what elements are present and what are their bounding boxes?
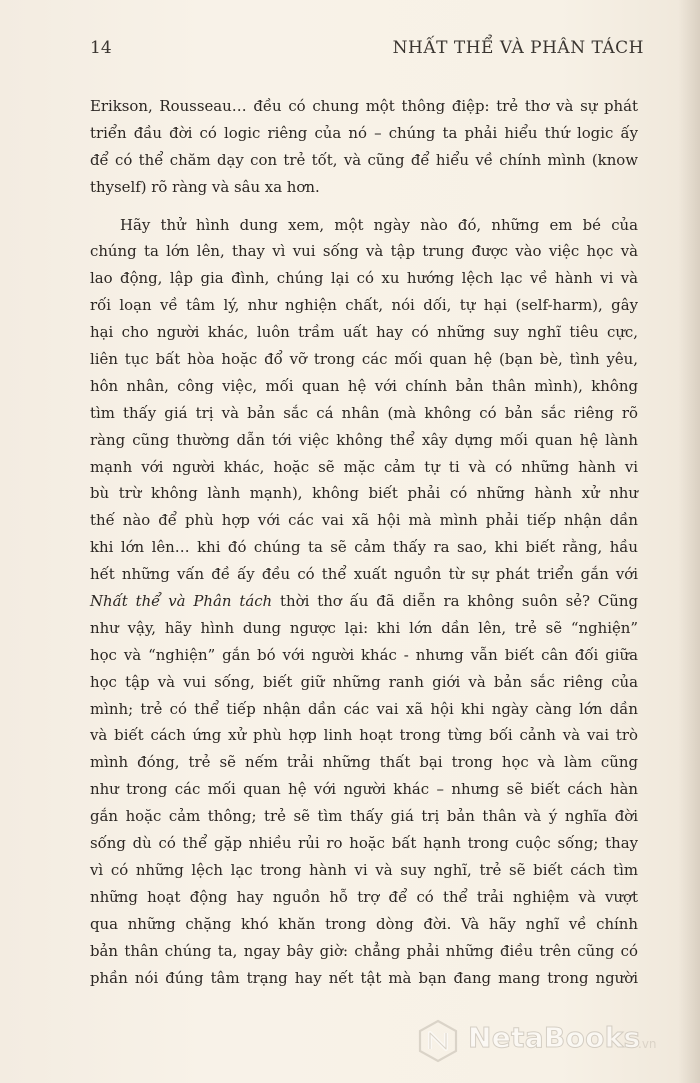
text-line-with-italic-title xyxy=(90,588,638,615)
page-edge-shadow xyxy=(678,0,700,1083)
text-line: liên tục bất hòa hoặc đổ vỡ trong các mối quan hệ (bạn bè, tình yêu, xyxy=(90,350,638,369)
text-line: để có thể chăm dạy con trẻ tốt, và cũng để hiểu về chính mình (know xyxy=(90,150,638,169)
text-line: như vậy, hãy hình dung ngược lại: khi lớn dần lên, trẻ sẽ “nghiện” xyxy=(90,618,638,637)
text-line: mạnh với người khác, hoặc sẽ mặc cảm tự ti và có những hành vi xyxy=(90,457,638,476)
text-line: những hoạt động hay nguồn hỗ trợ để có thể trải nghiệm và vượt xyxy=(90,887,638,906)
paragraph-1 xyxy=(90,93,638,201)
page-number: 14 xyxy=(90,38,112,58)
text-line: sống dù có thể gặp nhiều rủi ro hoặc bất hạnh trong cuộc sống; thay xyxy=(90,834,638,853)
watermark xyxy=(416,1013,686,1069)
text-line: hết những vấn đề ấy đều có thể xuất nguồn từ sự phát triển gắn với xyxy=(90,565,638,584)
netabooks-logo-icon xyxy=(416,1019,460,1063)
running-head: NHẤT THỂ VÀ PHÂN TÁCH xyxy=(392,38,644,58)
text-line: như trong các mối quan hệ với người khác – nhưng sẽ biết cách hàn xyxy=(90,780,638,799)
text-line: mình; trẻ có thể tiếp nhận dần các vai xã hội khi ngày càng lớn dần xyxy=(90,699,638,718)
paragraph-2 xyxy=(90,212,638,992)
text-line: gắn hoặc cảm thông; trẻ sẽ tìm thấy giá trị bản thân và ý nghĩa đời xyxy=(90,807,638,826)
italic-line-rest: thời thơ ấu đã diễn ra không suôn sẻ? Cũng xyxy=(272,592,638,611)
text-line: phần nói đúng tâm trạng hay nết tật mà bạn đang mang trong người xyxy=(90,968,638,987)
text-line: mình đóng, trẻ sẽ nếm trải những thất bại trong học và làm cũng xyxy=(90,753,638,772)
text-line: khi lớn lên… khi đó chúng ta sẽ cảm thấy ra sao, khi biết rằng, hầu xyxy=(90,538,638,557)
text-line: bản thân chúng ta, ngay bây giờ: chẳng phải những điều trên cũng có xyxy=(90,941,638,960)
text-line: vì có những lệch lạc trong hành vi và suy nghĩ, trẻ sẽ biết cách tìm xyxy=(90,860,638,879)
text-line: Hãy thử hình dung xem, một ngày nào đó, những em bé của xyxy=(120,215,638,234)
text-line: học tập và vui sống, biết giữ những ranh giới và bản sắc riêng của xyxy=(90,672,638,691)
page-header xyxy=(90,38,644,64)
text-line: hại cho người khác, luôn trầm uất hay có những suy nghĩ tiêu cực, xyxy=(90,323,638,342)
text-line: ràng cũng thường dẫn tới việc không thể xây dựng mối quan hệ lành xyxy=(90,430,638,449)
text-line: hôn nhân, công việc, mối quan hệ với chính bản thân mình), không xyxy=(90,376,638,395)
text-line: lao động, lập gia đình, chúng lại có xu hướng lệch lạc về hành vi và xyxy=(90,269,638,288)
italic-book-title: Nhất thể và Phân tách xyxy=(90,592,273,611)
text-line: thyself) rõ ràng và sâu xa hơn. xyxy=(90,177,320,196)
body-text xyxy=(90,93,638,991)
text-line: học và “nghiện” gắn bó với người khác - nhưng vẫn biết cân đối giữa xyxy=(90,645,638,664)
text-line: và biết cách ứng xử phù hợp linh hoạt trong từng bối cảnh và vai trò xyxy=(90,726,638,745)
text-line: rối loạn về tâm lý, như nghiện chất, nói dối, tự hại (self-harm), gây xyxy=(90,296,638,315)
text-line: bù trừ không lành mạnh), không biết phải có những hành xử như xyxy=(90,484,638,503)
text-line: triển đầu đời có logic riêng của nó – chúng ta phải hiểu thứ logic ấy xyxy=(90,123,638,142)
text-line: qua những chặng khó khăn trong dòng đời. Và hãy nghĩ về chính xyxy=(90,914,638,933)
watermark-suffix: .vn xyxy=(638,1037,657,1051)
watermark-brand: NetaBooks xyxy=(468,1021,641,1054)
text-line: tìm thấy giá trị và bản sắc cá nhân (mà không có bản sắc riêng rõ xyxy=(90,403,638,422)
text-line: thế nào để phù hợp với các vai xã hội mà mình phải tiếp nhận dần xyxy=(90,511,638,530)
text-line: chúng ta lớn lên, thay vì vui sống và tập trung được vào việc học và xyxy=(90,242,638,261)
text-line: Erikson, Rousseau… đều có chung một thông điệp: trẻ thơ và sự phát xyxy=(90,97,638,115)
